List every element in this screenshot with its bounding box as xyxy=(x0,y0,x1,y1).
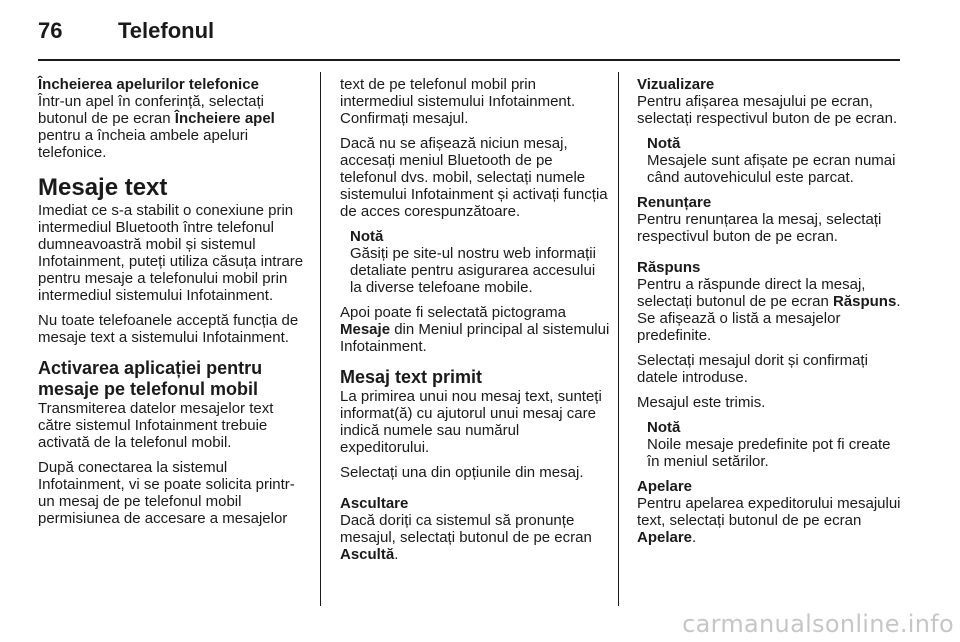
column-1 xyxy=(38,76,308,535)
watermark: carmanualsonline.info xyxy=(682,610,954,638)
call-button-ref: Apelare xyxy=(637,529,693,546)
reply-button-ref: Răspuns xyxy=(832,293,897,310)
note-text: Mesajele sunt afișate pe ecran numai când autovehiculul este parcat. xyxy=(647,152,896,186)
note-box xyxy=(647,135,905,186)
activate-heading: Activarea aplicației pentru mesaje pe telefonul mobil xyxy=(38,358,263,399)
call-heading: Apelare xyxy=(637,478,693,495)
view-heading: Vizualizare xyxy=(637,76,715,93)
note-text: Găsiți pe site-ul nostru web informații detaliate pentru asigurarea accesului la diverse telefoane mobile. xyxy=(350,245,596,296)
page-number: 76 xyxy=(38,18,63,43)
activate-paragraph-2: După conectarea la sistemul Infotainment, vi se poate solicita printr-un mesaj de pe telefonul mobil permisiunea de accesare a mesajelor xyxy=(38,459,295,527)
sms-section-heading: Mesaje text xyxy=(38,174,168,201)
note-text: Noile mesaje predefinite pot fi create în meniul setărilor. xyxy=(647,436,891,470)
activate-paragraph-1: Transmiterea datelor mesajelor text către sistemul Infotainment trebuie activată de la telefonul mobil. xyxy=(38,400,274,451)
call-paragraph: Pentru apelarea expeditorului mesajului text, selectați butonul de pe ecran Apelare. xyxy=(637,495,901,546)
col2-paragraph-2: Dacă nu se afișează niciun mesaj, accesați meniul Bluetooth de pe telefonul dvs. mobil, selectați numele sistemului Infotainment și activați funcția de acces corespunzătoare. xyxy=(340,135,608,220)
note-title: Notă xyxy=(647,419,681,436)
end-call-paragraph: Într-un apel în conferință, selectați butonul de pe ecran Încheiere apel pentru a încheia ambele apeluri telefonice. xyxy=(38,93,275,161)
listen-heading: Ascultare xyxy=(340,495,409,512)
column-divider xyxy=(320,72,321,606)
chapter-title: Telefonul xyxy=(118,18,215,43)
col2-paragraph-1: text de pe telefonul mobil prin intermediul sistemului Infotainment. Confirmați mesajul. xyxy=(340,76,576,127)
end-call-button-ref: Încheiere apel xyxy=(174,110,275,127)
reply-paragraph-3: Mesajul este trimis. xyxy=(637,394,766,411)
dismiss-heading: Renunțare xyxy=(637,194,712,211)
listen-button-ref: Ascultă xyxy=(340,546,395,563)
col2-paragraph-3: Apoi poate fi selectată pictograma Mesaje din Meniul principal al sistemului Infotainment. xyxy=(340,304,610,355)
column-divider xyxy=(618,72,619,606)
received-paragraph-1: La primirea unui nou mesaj text, sunteți informat(ă) cu ajutorul unui mesaj care indică numele sau numărul expeditorului. xyxy=(340,388,602,456)
reply-paragraph-2: Selectați mesajul dorit și confirmați datele introduse. xyxy=(637,352,868,386)
reply-paragraph-1: Pentru a răspunde direct la mesaj, selectați butonul de pe ecran Răspuns. Se afișează o listă a mesajelor predefinite. xyxy=(637,276,901,344)
messages-icon-ref: Mesaje xyxy=(340,321,391,338)
note-box xyxy=(350,228,610,296)
received-heading: Mesaj text primit xyxy=(340,367,483,387)
view-paragraph: Pentru afișarea mesajului pe ecran, selectați respectivul buton de pe ecran. xyxy=(637,93,898,127)
column-2 xyxy=(340,76,610,571)
sms-paragraph-1: Imediat ce s-a stabilit o conexiune prin intermediul Bluetooth între telefonul dumneavoastră mobil și sistemul Infotainment, puteți utiliza căsuța intrare pentru mesaje a telefonului mobil prin intermediul sistemului Infotainment. xyxy=(38,202,304,304)
sms-paragraph-2: Nu toate telefoanele acceptă funcția de mesaje text a sistemului Infotainment. xyxy=(38,312,299,346)
column-3 xyxy=(637,76,905,554)
note-title: Notă xyxy=(647,135,681,152)
received-paragraph-2: Selectați una din opțiunile din mesaj. xyxy=(340,464,584,481)
end-call-heading: Încheierea apelurilor telefonice xyxy=(38,76,259,93)
dismiss-paragraph: Pentru renunțarea la mesaj, selectați respectivul buton de pe ecran. xyxy=(637,211,882,245)
note-box xyxy=(647,419,905,470)
note-title: Notă xyxy=(350,228,384,245)
listen-paragraph: Dacă doriți ca sistemul să pronunțe mesajul, selectați butonul de pe ecran Ascultă. xyxy=(340,512,592,563)
reply-heading: Răspuns xyxy=(637,259,701,276)
header-rule xyxy=(38,59,900,61)
